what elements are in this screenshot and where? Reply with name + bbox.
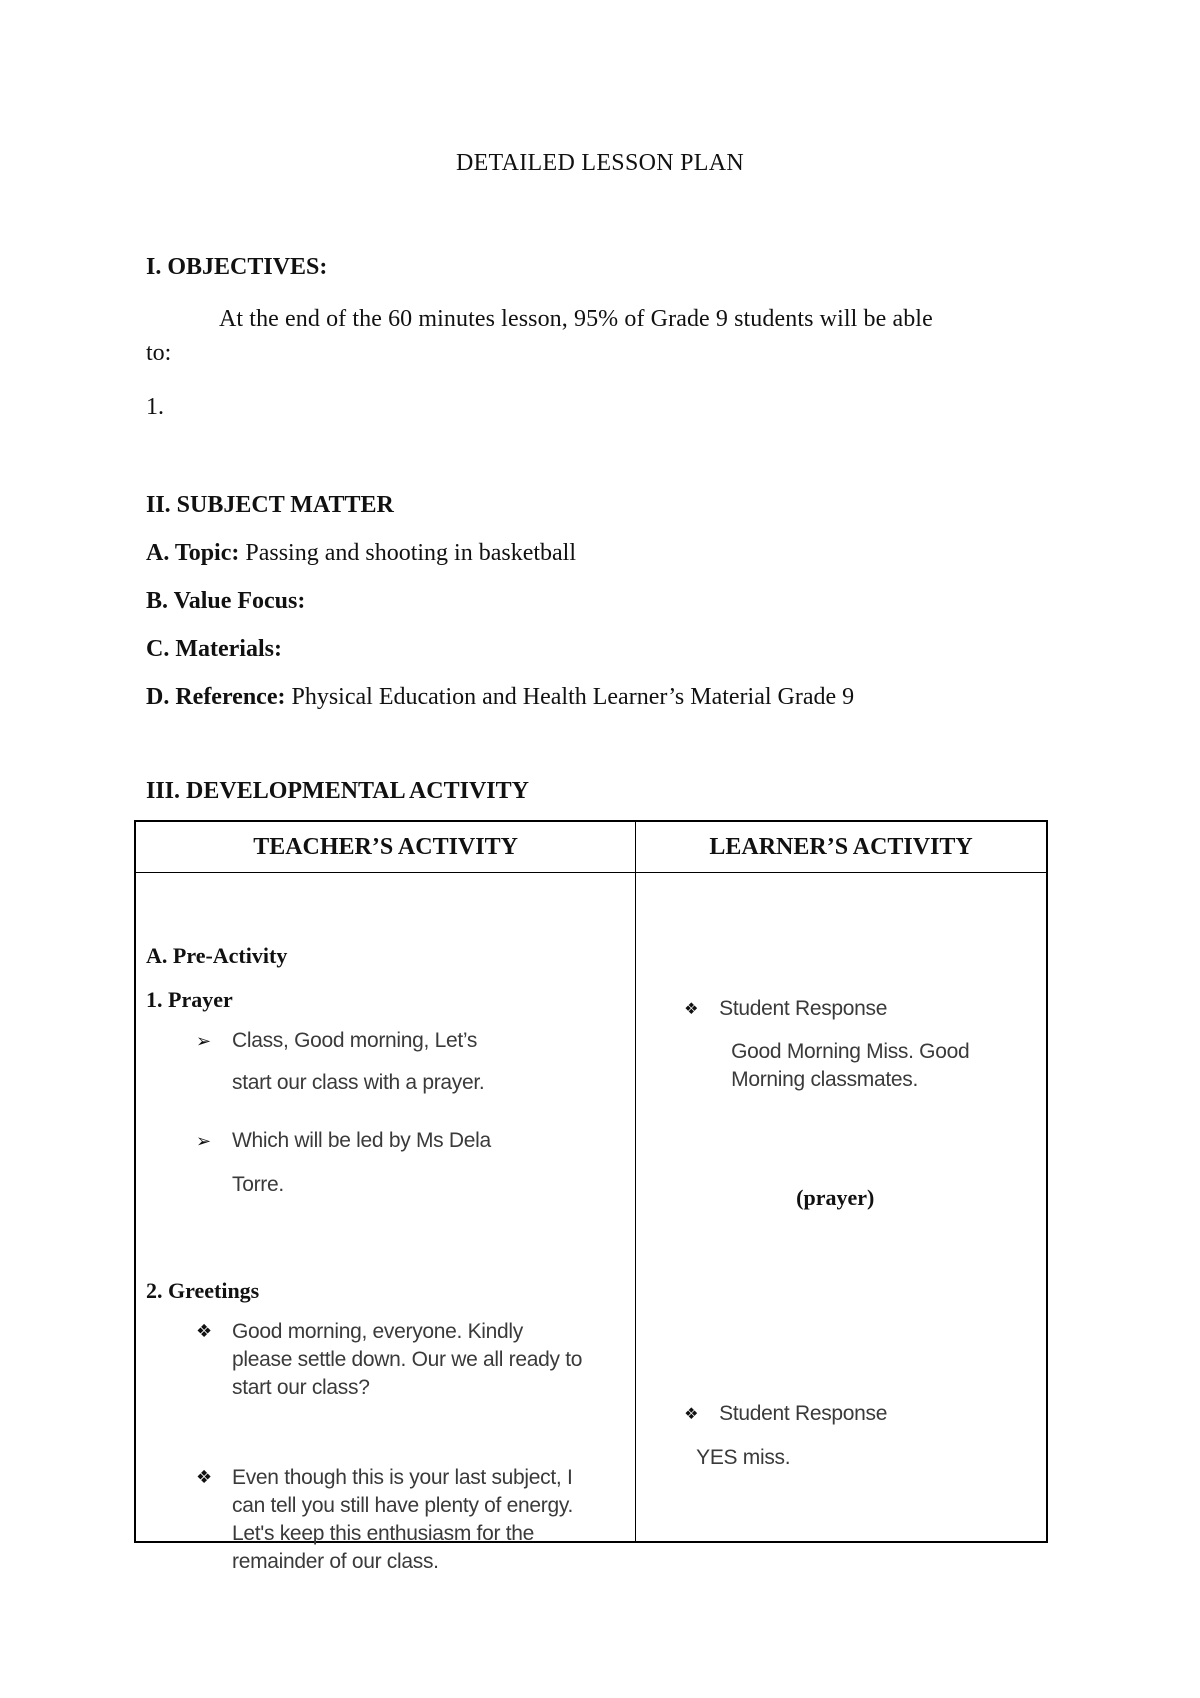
reference-label: D. Reference: (146, 684, 286, 710)
table-row (135, 873, 1047, 1543)
greeting-item-1-line1: Good morning, everyone. Kindly (232, 1320, 523, 1343)
table-header-row (135, 821, 1047, 873)
subject-matter-heading: II. SUBJECT MATTER (146, 492, 394, 518)
arrow-bullet-icon: ➢ (196, 1031, 212, 1052)
prayer-note: (prayer) (796, 1185, 875, 1210)
reference-line (146, 684, 854, 711)
prayer-item-2-line1: Which will be led by Ms Dela (232, 1129, 491, 1152)
activity-table (134, 820, 1048, 1573)
objectives-heading: I. OBJECTIVES: (146, 254, 328, 280)
value-focus-label: B. Value Focus: (146, 588, 306, 614)
objective-item-1: 1. (146, 394, 164, 420)
prayer-item-2-line2: Torre. (232, 1173, 284, 1196)
materials-label: C. Materials: (146, 636, 282, 662)
greeting-item-2-line3: Let's keep this enthusiasm for the (232, 1522, 534, 1545)
arrow-bullet-icon: ➢ (196, 1131, 212, 1152)
objectives-intro-line1: At the end of the 60 minutes lesson, 95% of Grade 9 students will be able (219, 306, 933, 332)
greeting-item-2-line1: Even though this is your last subject, I (232, 1466, 573, 1489)
student-response-1-line1: Good Morning Miss. Good (731, 1040, 970, 1063)
developmental-activity-heading: III. DEVELOPMENTAL ACTIVITY (146, 778, 529, 804)
topic-value: Passing and shooting in basketball (239, 540, 577, 566)
student-response-label-1: Student Response (719, 997, 888, 1020)
greeting-item-1-line3: start our class? (232, 1376, 370, 1399)
learner-activity-cell (636, 873, 1047, 1543)
teacher-activity-cell (135, 873, 636, 1573)
prayer-item-1-line2: start our class with a prayer. (232, 1071, 485, 1094)
greeting-item-2-line2: can tell you still have plenty of energy. (232, 1494, 574, 1517)
student-response-1-line2: Morning classmates. (731, 1068, 919, 1091)
prayer-item-1-line1: Class, Good morning, Let’s (232, 1029, 478, 1052)
document-title: DETAILED LESSON PLAN (455, 150, 745, 176)
reference-value: Physical Education and Health Learner’s Material Grade 9 (285, 684, 855, 710)
topic-label: A. Topic: (146, 540, 240, 566)
greeting-item-2-line4: remainder of our class. (232, 1550, 439, 1573)
topic-line (146, 540, 576, 567)
objectives-intro-line2: to: (146, 340, 172, 366)
greetings-heading: 2. Greetings (146, 1278, 260, 1303)
diamond-bullet-icon: ❖ (196, 1467, 213, 1488)
greeting-item-1-line2: please settle down. Our we all ready to (232, 1348, 583, 1371)
diamond-bullet-icon: ❖ (684, 1404, 699, 1423)
diamond-bullet-icon: ❖ (684, 999, 699, 1018)
student-response-2: YES miss. (696, 1446, 791, 1469)
student-response-label-2: Student Response (719, 1402, 888, 1425)
learner-activity-header: LEARNER’S ACTIVITY (636, 821, 1047, 873)
pre-activity-label: A. Pre-Activity (146, 943, 288, 968)
prayer-heading: 1. Prayer (146, 987, 233, 1012)
diamond-bullet-icon: ❖ (196, 1321, 213, 1342)
teacher-activity-header: TEACHER’S ACTIVITY (135, 821, 636, 873)
